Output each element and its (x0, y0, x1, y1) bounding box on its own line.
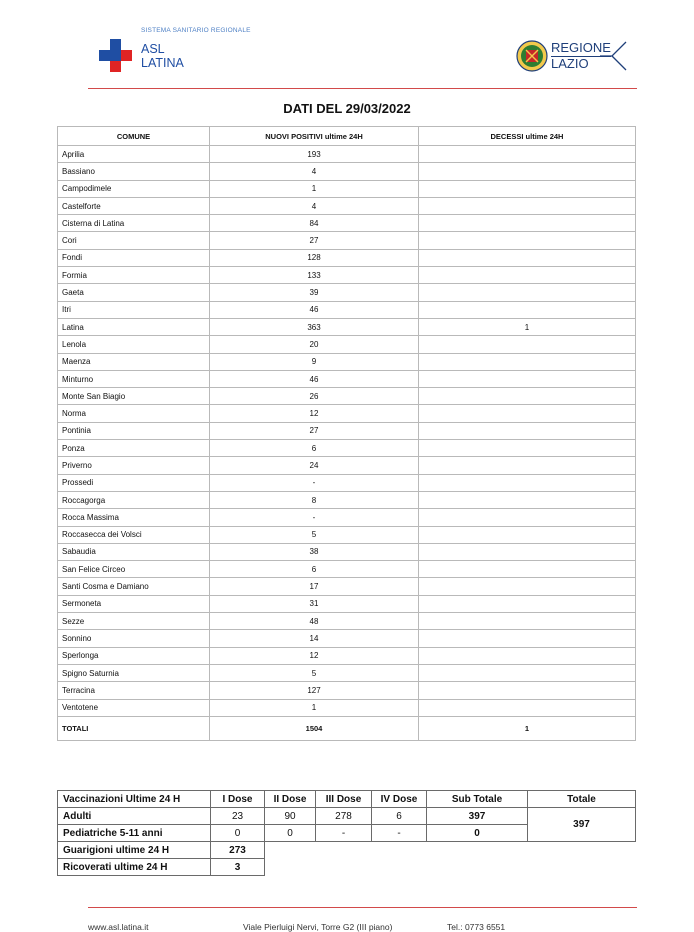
decessi-cell (419, 474, 636, 491)
comune-cell: Sabaudia (58, 543, 210, 560)
decessi-cell (419, 267, 636, 284)
comune-cell: Ponza (58, 440, 210, 457)
comune-cell: Gaeta (58, 284, 210, 301)
vax-header-dose1: I Dose (211, 791, 265, 808)
positivi-cell: 24 (210, 457, 419, 474)
comune-cell: Fondi (58, 249, 210, 266)
positivi-cell: 1 (210, 699, 419, 716)
decessi-cell (419, 197, 636, 214)
footer-website[interactable]: www.asl.latina.it (88, 922, 149, 932)
comuni-table (57, 126, 636, 741)
vax-adulti-dose4: 6 (372, 808, 427, 825)
decessi-cell (419, 491, 636, 508)
table-row (58, 318, 636, 335)
comune-cell: Campodimele (58, 180, 210, 197)
comune-cell: Sperlonga (58, 647, 210, 664)
table-row (58, 457, 636, 474)
decessi-cell: 1 (419, 318, 636, 335)
total-label: TOTALI (58, 716, 210, 740)
comune-cell: Rocca Massima (58, 509, 210, 526)
positivi-cell: 5 (210, 664, 419, 681)
table-row (58, 180, 636, 197)
vax-pediatriche-dose1: 0 (211, 825, 265, 842)
vax-adulti-label: Adulti (58, 808, 211, 825)
table-row (58, 630, 636, 647)
vax-row-adulti (58, 808, 636, 825)
region-line1: REGIONE (551, 40, 611, 55)
total-decessi: 1 (419, 716, 636, 740)
vax-adulti-dose1: 23 (211, 808, 265, 825)
table-row (58, 284, 636, 301)
table-row (58, 197, 636, 214)
table-row (58, 647, 636, 664)
table-row (58, 232, 636, 249)
region-chevron-icon (600, 40, 630, 72)
decessi-cell (419, 232, 636, 249)
vax-pediatriche-dose2: 0 (265, 825, 316, 842)
comune-cell: Formia (58, 267, 210, 284)
positivi-cell: 8 (210, 491, 419, 508)
guarigioni-row (58, 842, 636, 859)
positivi-cell: 20 (210, 336, 419, 353)
vax-header-totale: Totale (528, 791, 636, 808)
table-row (58, 613, 636, 630)
comune-cell: Lenola (58, 336, 210, 353)
comune-cell: Cisterna di Latina (58, 215, 210, 232)
footer-address: Viale Pierluigi Nervi, Torre G2 (III piano) (243, 922, 393, 932)
total-positivi: 1504 (210, 716, 419, 740)
positivi-cell: 27 (210, 232, 419, 249)
decessi-cell (419, 163, 636, 180)
ricoverati-label: Ricoverati ultime 24 H (58, 859, 211, 876)
vax-pediatriche-dose3: - (316, 825, 372, 842)
regione-lazio-emblem-icon (516, 40, 548, 72)
decessi-cell (419, 215, 636, 232)
comune-cell: Norma (58, 405, 210, 422)
positivi-cell: - (210, 474, 419, 491)
positivi-cell: 38 (210, 543, 419, 560)
comune-cell: Itri (58, 301, 210, 318)
vax-adulti-subtotale: 397 (427, 808, 528, 825)
table-row (58, 509, 636, 526)
table-row (58, 699, 636, 716)
decessi-cell (419, 630, 636, 647)
table-row (58, 405, 636, 422)
positivi-cell: 46 (210, 301, 419, 318)
positivi-cell: 9 (210, 353, 419, 370)
asl-line1: ASL (141, 42, 165, 56)
table-row (58, 578, 636, 595)
positivi-cell: 17 (210, 578, 419, 595)
decessi-cell (419, 353, 636, 370)
decessi-cell (419, 422, 636, 439)
positivi-cell: 133 (210, 267, 419, 284)
table-row (58, 526, 636, 543)
guarigioni-label: Guarigioni ultime 24 H (58, 842, 211, 859)
positivi-cell: 1 (210, 180, 419, 197)
vax-pediatriche-label: Pediatriche 5-11 anni (58, 825, 211, 842)
comune-cell: Prossedi (58, 474, 210, 491)
positivi-cell: 193 (210, 146, 419, 163)
header-comune: COMUNE (58, 127, 210, 146)
decessi-cell (419, 578, 636, 595)
positivi-cell: 48 (210, 613, 419, 630)
vax-adulti-dose2: 90 (265, 808, 316, 825)
positivi-cell: 12 (210, 647, 419, 664)
table-row (58, 561, 636, 578)
positivi-cell: 128 (210, 249, 419, 266)
table-row (58, 146, 636, 163)
positivi-cell: 12 (210, 405, 419, 422)
comune-cell: Bassiano (58, 163, 210, 180)
table-row (58, 215, 636, 232)
decessi-cell (419, 457, 636, 474)
decessi-cell (419, 509, 636, 526)
vaccination-table (57, 790, 636, 876)
header-decessi: DECESSI ultime 24H (419, 127, 636, 146)
header-nuovi-positivi: NUOVI POSITIVI ultime 24H (210, 127, 419, 146)
positivi-cell: 31 (210, 595, 419, 612)
ricoverati-row (58, 859, 636, 876)
table-row (58, 353, 636, 370)
system-label: SISTEMA SANITARIO REGIONALE (141, 27, 251, 34)
vax-totale: 397 (528, 808, 636, 842)
decessi-cell (419, 647, 636, 664)
table-row (58, 491, 636, 508)
decessi-cell (419, 336, 636, 353)
ricoverati-value: 3 (211, 859, 265, 876)
comune-cell: Cori (58, 232, 210, 249)
decessi-cell (419, 388, 636, 405)
table-row (58, 301, 636, 318)
decessi-cell (419, 595, 636, 612)
table-row (58, 682, 636, 699)
comune-cell: Roccagorga (58, 491, 210, 508)
vax-header-subtotale: Sub Totale (427, 791, 528, 808)
decessi-cell (419, 301, 636, 318)
table-row (58, 595, 636, 612)
table-row (58, 422, 636, 439)
table-row (58, 336, 636, 353)
vax-header-dose4: IV Dose (372, 791, 427, 808)
decessi-cell (419, 526, 636, 543)
vax-header-dose3: III Dose (316, 791, 372, 808)
table-row (58, 388, 636, 405)
positivi-cell: 6 (210, 440, 419, 457)
decessi-cell (419, 682, 636, 699)
comune-cell: Pontinia (58, 422, 210, 439)
comune-cell: Terracina (58, 682, 210, 699)
decessi-cell (419, 561, 636, 578)
table-row (58, 267, 636, 284)
vax-header-label: Vaccinazioni Ultime 24 H (58, 791, 211, 808)
positivi-cell: 4 (210, 163, 419, 180)
table-row (58, 249, 636, 266)
positivi-cell: 127 (210, 682, 419, 699)
positivi-cell: 363 (210, 318, 419, 335)
comune-cell: Maenza (58, 353, 210, 370)
footer-phone: Tel.: 0773 6551 (447, 922, 506, 932)
header-divider (88, 88, 637, 89)
decessi-cell (419, 543, 636, 560)
vax-header-row (58, 791, 636, 808)
region-line2: LAZIO (551, 56, 589, 71)
comune-cell: Castelforte (58, 197, 210, 214)
table-header-row (58, 127, 636, 146)
table-row (58, 474, 636, 491)
decessi-cell (419, 284, 636, 301)
table-row (58, 664, 636, 681)
positivi-cell: 14 (210, 630, 419, 647)
comune-cell: Sermoneta (58, 595, 210, 612)
positivi-cell: 6 (210, 561, 419, 578)
comune-cell: Latina (58, 318, 210, 335)
table-row (58, 543, 636, 560)
table-row (58, 370, 636, 387)
comune-cell: Santi Cosma e Damiano (58, 578, 210, 595)
comune-cell: Priverno (58, 457, 210, 474)
asl-cross-logo-icon (99, 39, 132, 72)
decessi-cell (419, 146, 636, 163)
decessi-cell (419, 613, 636, 630)
decessi-cell (419, 440, 636, 457)
vax-pediatriche-dose4: - (372, 825, 427, 842)
asl-name (141, 42, 184, 70)
page-title: DATI DEL 29/03/2022 (283, 101, 411, 116)
comune-cell: Aprilia (58, 146, 210, 163)
guarigioni-value: 273 (211, 842, 265, 859)
comune-cell: Sezze (58, 613, 210, 630)
decessi-cell (419, 699, 636, 716)
footer-divider (88, 907, 637, 908)
positivi-cell: 39 (210, 284, 419, 301)
decessi-cell (419, 405, 636, 422)
comune-cell: Minturno (58, 370, 210, 387)
positivi-cell: 46 (210, 370, 419, 387)
comune-cell: Spigno Saturnia (58, 664, 210, 681)
vax-adulti-dose3: 278 (316, 808, 372, 825)
decessi-cell (419, 249, 636, 266)
comune-cell: Sonnino (58, 630, 210, 647)
vax-pediatriche-subtotale: 0 (427, 825, 528, 842)
positivi-cell: 5 (210, 526, 419, 543)
positivi-cell: 84 (210, 215, 419, 232)
table-row (58, 163, 636, 180)
asl-line2: LATINA (141, 56, 184, 70)
vax-header-dose2: II Dose (265, 791, 316, 808)
table-row (58, 440, 636, 457)
comune-cell: Roccasecca dei Volsci (58, 526, 210, 543)
positivi-cell: - (210, 509, 419, 526)
decessi-cell (419, 664, 636, 681)
comune-cell: Ventotene (58, 699, 210, 716)
positivi-cell: 27 (210, 422, 419, 439)
decessi-cell (419, 370, 636, 387)
total-row (58, 716, 636, 740)
positivi-cell: 26 (210, 388, 419, 405)
comune-cell: Monte San Biagio (58, 388, 210, 405)
decessi-cell (419, 180, 636, 197)
positivi-cell: 4 (210, 197, 419, 214)
comune-cell: San Felice Circeo (58, 561, 210, 578)
